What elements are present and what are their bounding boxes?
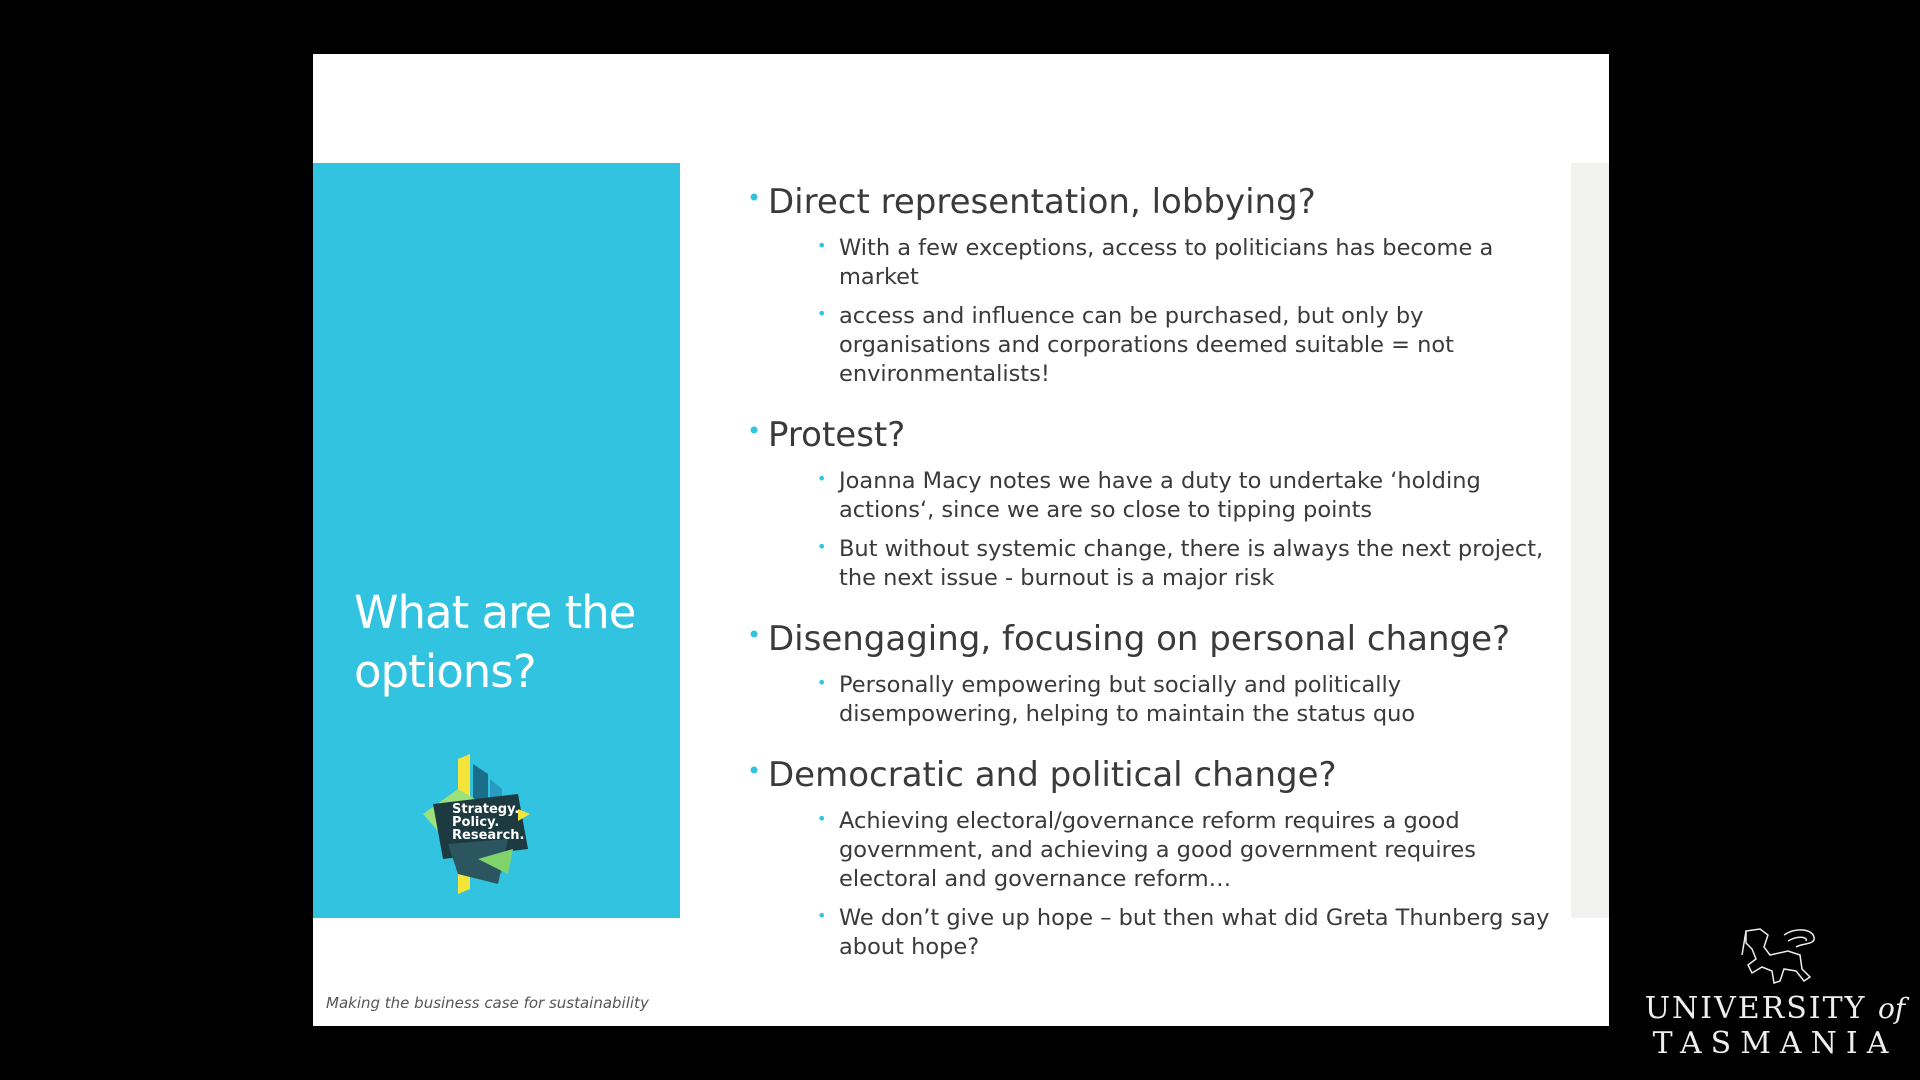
bullet-icon: • xyxy=(817,809,827,828)
side-strip xyxy=(1571,163,1609,918)
university-logo xyxy=(1640,925,1910,1061)
slide xyxy=(313,54,1609,1026)
list-item: We don’t give up hope – but then what did Greta Thunberg say about hope? xyxy=(839,905,1550,960)
section-lobbying xyxy=(747,180,1567,389)
list-item: But without systemic change, there is always the next project, the next issue - burnout is a major risk xyxy=(839,536,1544,591)
university-name-line1: UNIVERSITY xyxy=(1644,991,1867,1026)
bullet-icon: • xyxy=(747,757,762,785)
slide-footer: Making the business case for sustainability xyxy=(326,994,649,1012)
bullet-icon: • xyxy=(747,621,762,649)
bullet-icon: • xyxy=(747,417,762,445)
list-item: Achieving electoral/governance reform requires a good government, and achieving a good government requires electoral and governance reform… xyxy=(839,808,1476,892)
section-democratic-change xyxy=(747,753,1567,962)
section-heading: Direct representation, lobbying? xyxy=(768,182,1316,222)
bullet-icon: • xyxy=(817,469,827,488)
logo-line: Research. xyxy=(452,828,525,843)
bullet-list xyxy=(747,180,1567,986)
list-item: Personally empowering but socially and politically disempowering, helping to maintain the status quo xyxy=(839,672,1416,727)
title-panel xyxy=(313,163,680,918)
university-name-of: of xyxy=(1878,992,1906,1025)
section-disengaging xyxy=(747,617,1567,729)
section-heading: Democratic and political change? xyxy=(768,755,1337,795)
list-item: access and influence can be purchased, but only by organisations and corporations deemed suitable = not environmentalists! xyxy=(839,303,1455,387)
list-item: Joanna Macy notes we have a duty to undertake ‘holding actions‘, since we are so close to tipping points xyxy=(839,468,1481,523)
bullet-icon: • xyxy=(747,184,762,212)
strategy-policy-research-logo xyxy=(418,749,548,899)
section-heading: Disengaging, focusing on personal change? xyxy=(768,619,1511,659)
bullet-icon: • xyxy=(817,537,827,556)
list-item: With a few exceptions, access to politicians has become a market xyxy=(839,235,1494,290)
section-heading: Protest? xyxy=(768,415,906,455)
logo-line: Strategy. xyxy=(452,802,520,817)
bullet-icon: • xyxy=(817,304,827,323)
section-protest xyxy=(747,413,1567,593)
logo-line: Policy. xyxy=(452,815,500,830)
bullet-icon: • xyxy=(817,673,827,692)
slide-title: What are the options? xyxy=(354,586,636,698)
bullet-icon: • xyxy=(817,906,827,925)
university-name-line2: TASMANIA xyxy=(1652,1026,1898,1061)
lion-crest-icon xyxy=(1740,925,1820,989)
bullet-icon: • xyxy=(817,236,827,255)
